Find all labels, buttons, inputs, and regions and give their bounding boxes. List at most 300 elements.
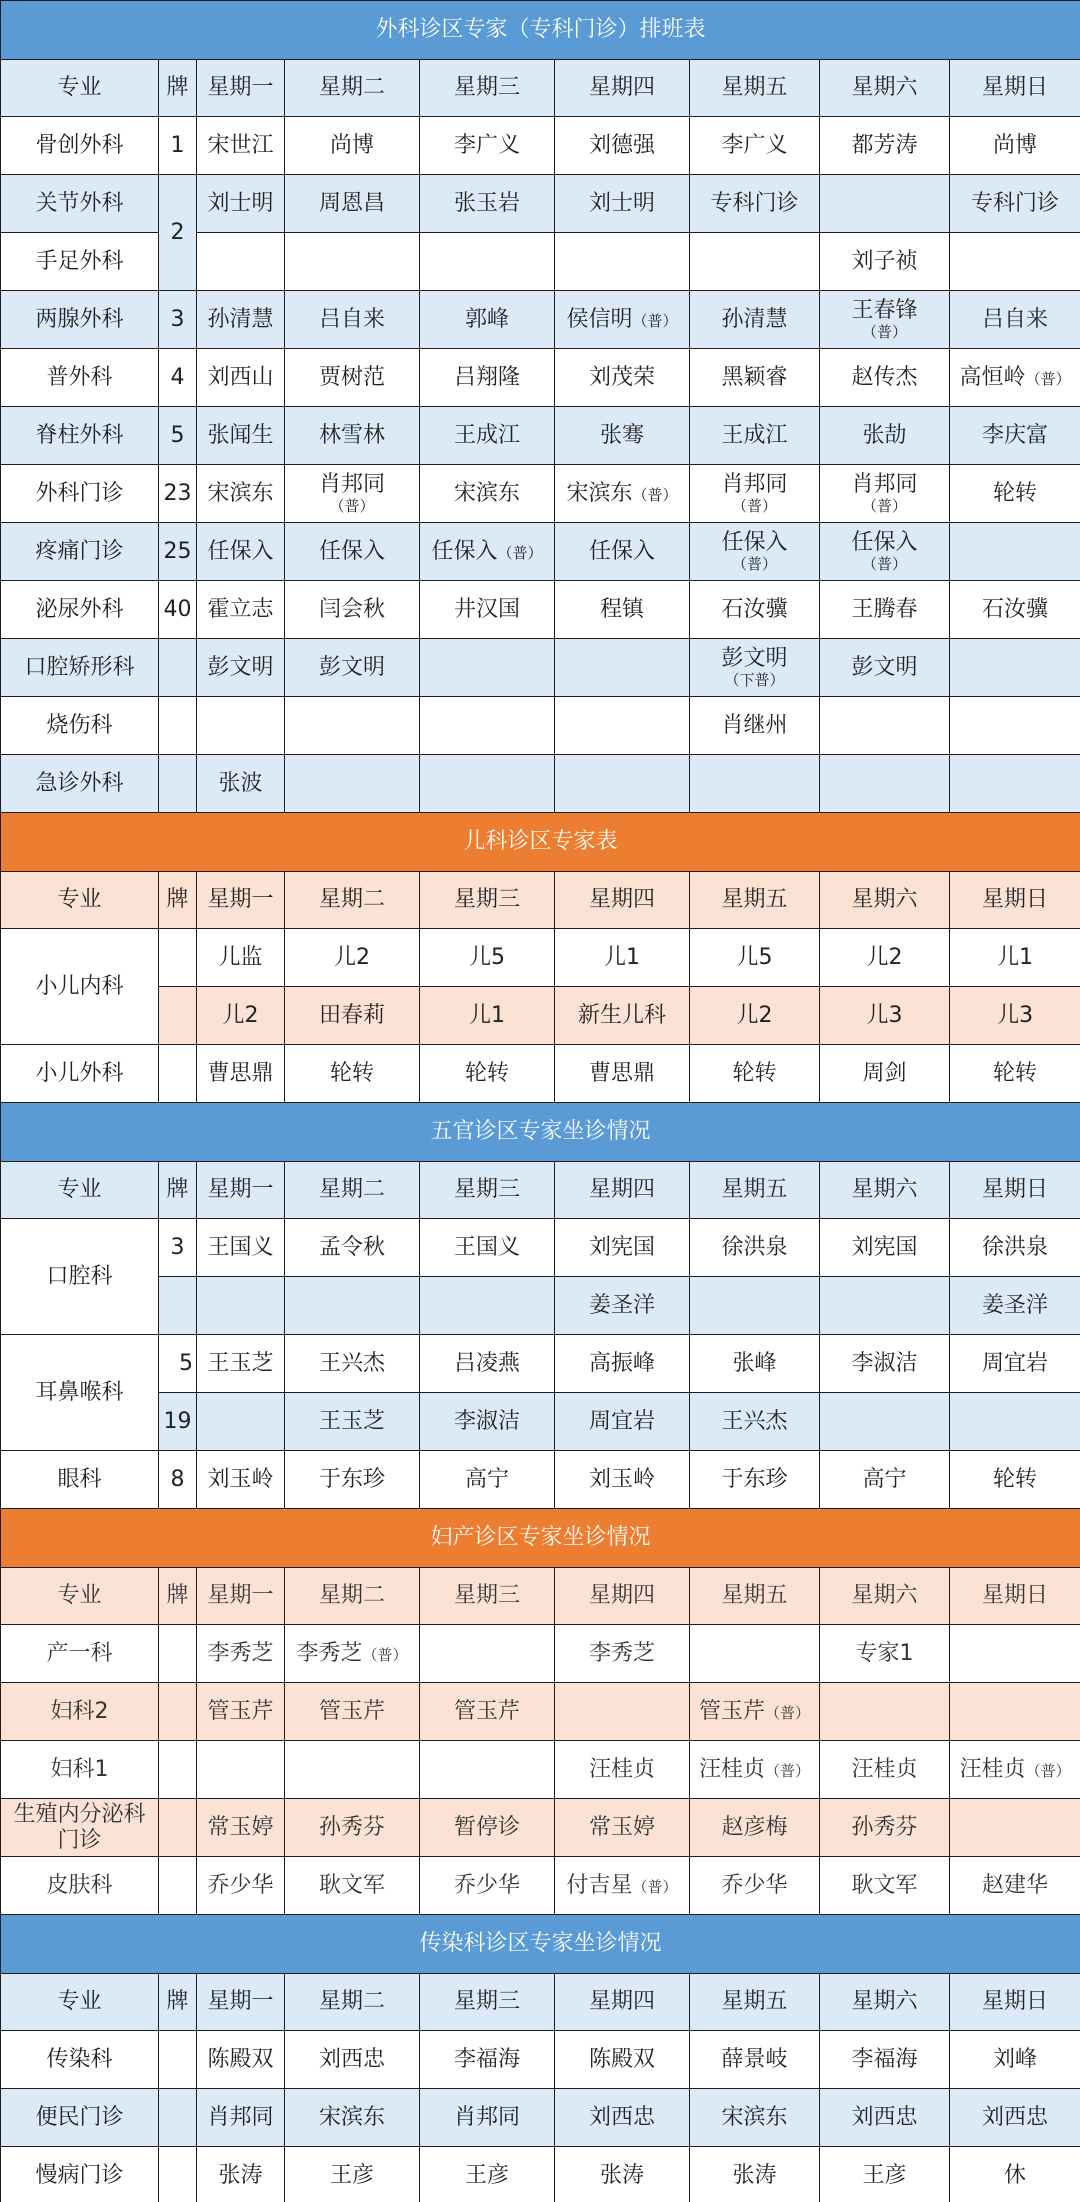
cell: 孙清慧 [197,291,285,349]
pai-cell: 40 [159,581,197,639]
cell: 张劼 [820,407,950,465]
header-cell: 星期一 [197,1974,285,2031]
cell [420,233,555,291]
cell [197,1277,285,1335]
dept-cell: 手足外科 [1,233,159,291]
dept-cell: 关节外科 [1,175,159,233]
cell: 石汝骥 [690,581,820,639]
header-cell: 星期六 [820,1568,950,1625]
cell: 儿1 [555,929,690,987]
header-cell: 牌 [159,60,197,117]
cell [690,1625,820,1683]
cell: 儿3 [820,987,950,1045]
cell [420,755,555,813]
header-cell: 专业 [1,1568,159,1625]
dept-cell: 口腔矫形科 [1,639,159,697]
table-row [1,639,1080,697]
cell: 尚博 [950,117,1080,175]
table-row [1,2089,1080,2147]
cell [820,175,950,233]
cell [950,697,1080,755]
cell [950,233,1080,291]
cell: 任保入 [285,523,420,581]
cell: 曹思鼎 [197,1045,285,1103]
header-cell: 星期六 [820,1162,950,1219]
dept-cell: 口腔科 [1,1219,159,1335]
cell: 都芳涛 [820,117,950,175]
header-cell: 星期一 [197,1162,285,1219]
cell: 任保入 [197,523,285,581]
cell [285,755,420,813]
header-cell: 星期四 [555,60,690,117]
cell: 李福海 [820,2031,950,2089]
pediatrics-header-row [1,872,1080,929]
cell: 彭文明 [197,639,285,697]
header-cell: 星期二 [285,1162,420,1219]
table-row [1,523,1080,581]
cell: 轮转 [950,465,1080,523]
table-row [1,1219,1080,1277]
cell [690,1277,820,1335]
cell: 肖邦同 （普） [285,465,420,523]
pai-cell [159,2031,197,2089]
cell: 李广义 [420,117,555,175]
cell: 王彦 [285,2147,420,2202]
cell [555,755,690,813]
cell: 专家1 [820,1625,950,1683]
dept-cell: 两腺外科 [1,291,159,349]
pai-cell: 19 [159,1393,197,1451]
cell: 张涛 [555,2147,690,2202]
cell [690,755,820,813]
cell: 轮转 [950,1451,1080,1509]
pai-cell: 5 [159,407,197,465]
cell [420,639,555,697]
header-cell: 专业 [1,872,159,929]
cell: 孙清慧 [690,291,820,349]
header-cell: 星期四 [555,872,690,929]
infectious-title-row [1,1915,1080,1974]
cell: 管玉芹 [285,1683,420,1741]
cell: 吕凌燕 [420,1335,555,1393]
cell [820,1683,950,1741]
cell: 刘茂荣 [555,349,690,407]
cell: 宋滨东（普） [555,465,690,523]
cell: 孟令秋 [285,1219,420,1277]
cell: 于东珍 [285,1451,420,1509]
cell: 彭文明 [285,639,420,697]
header-cell: 牌 [159,1568,197,1625]
header-cell: 星期一 [197,872,285,929]
cell: 常玉婷 [197,1799,285,1857]
cell: 宋滨东 [690,2089,820,2147]
cell: 孙秀芬 [285,1799,420,1857]
cell: 宋世江 [197,117,285,175]
dept-cell: 外科门诊 [1,465,159,523]
cell: 任保入 （普） [690,523,820,581]
cell [285,1741,420,1799]
cell: 刘宪国 [820,1219,950,1277]
pai-cell [159,1045,197,1103]
pai-cell: 1 [159,117,197,175]
cell: 王成江 [420,407,555,465]
cell [420,1625,555,1683]
table-row [1,1741,1080,1799]
table-row [1,1277,1080,1335]
cell: 儿监 [197,929,285,987]
table-row [1,1451,1080,1509]
cell: 徐洪泉 [690,1219,820,1277]
cell: 刘宪国 [555,1219,690,1277]
header-cell: 星期五 [690,1568,820,1625]
header-cell: 星期三 [420,1974,555,2031]
cell: 赵彦梅 [690,1799,820,1857]
table-row [1,1393,1080,1451]
cell [820,755,950,813]
cell: 彭文明 （下普） [690,639,820,697]
header-cell: 星期五 [690,872,820,929]
cell: 赵传杰 [820,349,950,407]
cell: 轮转 [420,1045,555,1103]
header-cell: 专业 [1,60,159,117]
cell: 张波 [197,755,285,813]
dept-cell: 皮肤科 [1,1857,159,1915]
cell: 宋滨东 [285,2089,420,2147]
cell: 周宜岩 [950,1335,1080,1393]
header-cell: 星期日 [950,1974,1080,2031]
cell: 儿1 [950,929,1080,987]
header-cell: 专业 [1,1162,159,1219]
dept-cell: 便民门诊 [1,2089,159,2147]
cell: 儿2 [197,987,285,1045]
table-row [1,697,1080,755]
cell: 李淑洁 [820,1335,950,1393]
obgyn-title-row [1,1509,1080,1568]
pediatrics-title: 儿科诊区专家表 [1,813,1080,872]
pai-cell: 8 [159,1451,197,1509]
dept-cell: 泌尿外科 [1,581,159,639]
cell: 王腾春 [820,581,950,639]
header-cell: 星期六 [820,60,950,117]
cell: 李淑洁 [420,1393,555,1451]
cell: 郭峰 [420,291,555,349]
cell: 李秀芝 [197,1625,285,1683]
header-cell: 星期四 [555,1568,690,1625]
cell: 高恒岭（普） [950,349,1080,407]
pai-cell [159,987,197,1045]
cell [420,697,555,755]
obgyn-title: 妇产诊区专家坐诊情况 [1,1509,1080,1568]
header-cell: 星期五 [690,1162,820,1219]
header-cell: 星期日 [950,1568,1080,1625]
cell [555,233,690,291]
cell: 姜圣洋 [950,1277,1080,1335]
header-cell: 星期一 [197,1568,285,1625]
cell [197,697,285,755]
cell: 肖继州 [690,697,820,755]
table-row [1,987,1080,1045]
cell [285,1277,420,1335]
cell: 刘德强 [555,117,690,175]
cell [285,233,420,291]
cell: 王国义 [420,1219,555,1277]
cell: 刘士明 [555,175,690,233]
cell: 王国义 [197,1219,285,1277]
cell: 宋滨东 [197,465,285,523]
cell: 儿3 [950,987,1080,1045]
cell [950,523,1080,581]
header-cell: 专业 [1,1974,159,2031]
cell: 刘士明 [197,175,285,233]
cell: 儿2 [690,987,820,1045]
cell: 徐洪泉 [950,1219,1080,1277]
dept-cell: 普外科 [1,349,159,407]
infectious-header-row [1,1974,1080,2031]
header-cell: 星期五 [690,60,820,117]
pai-cell: 25 [159,523,197,581]
cell: 王彦 [420,2147,555,2202]
cell: 王兴杰 [690,1393,820,1451]
cell: 新生儿科 [555,987,690,1045]
cell: 张峰 [690,1335,820,1393]
header-cell: 星期二 [285,1568,420,1625]
dept-cell: 小儿内科 [1,929,159,1045]
cell: 儿2 [820,929,950,987]
pai-cell [159,1683,197,1741]
header-cell: 星期四 [555,1162,690,1219]
table-row [1,291,1080,349]
cell: 周剑 [820,1045,950,1103]
cell: 张骞 [555,407,690,465]
cell: 张闻生 [197,407,285,465]
cell: 耿文军 [285,1857,420,1915]
cell [555,697,690,755]
cell [197,1393,285,1451]
cell [690,233,820,291]
header-cell: 星期日 [950,1162,1080,1219]
dept-cell: 妇科2 [1,1683,159,1741]
cell: 曹思鼎 [555,1045,690,1103]
cell: 肖邦同 [420,2089,555,2147]
cell: 吕翔隆 [420,349,555,407]
dept-cell: 产一科 [1,1625,159,1683]
pediatrics-title-row [1,813,1080,872]
cell: 王玉芝 [285,1393,420,1451]
table-row [1,1335,1080,1393]
cell: 儿5 [690,929,820,987]
cell [285,697,420,755]
cell [950,755,1080,813]
cell: 常玉婷 [555,1799,690,1857]
cell: 刘西忠 [285,2031,420,2089]
cell: 程镇 [555,581,690,639]
cell: 田春莉 [285,987,420,1045]
cell: 王成江 [690,407,820,465]
cell: 宋滨东 [420,465,555,523]
header-cell: 星期六 [820,1974,950,2031]
ent-title: 五官诊区专家坐诊情况 [1,1103,1080,1162]
cell: 耿文军 [820,1857,950,1915]
pai-cell [159,2089,197,2147]
cell: 吕自来 [285,291,420,349]
cell [197,1741,285,1799]
table-row [1,175,1080,233]
dept-cell: 妇科1 [1,1741,159,1799]
pai-cell: 3 [159,291,197,349]
header-cell: 星期四 [555,1974,690,2031]
cell: 张涛 [197,2147,285,2202]
cell: 周恩昌 [285,175,420,233]
pai-cell: 23 [159,465,197,523]
cell: 肖邦同 （普） [690,465,820,523]
cell: 陈殿双 [197,2031,285,2089]
header-cell: 牌 [159,872,197,929]
cell: 儿1 [420,987,555,1045]
header-cell: 星期二 [285,1974,420,2031]
cell: 李广义 [690,117,820,175]
header-cell: 星期三 [420,872,555,929]
header-cell: 星期二 [285,872,420,929]
table-row [1,2147,1080,2202]
cell [820,1393,950,1451]
dept-cell: 眼科 [1,1451,159,1509]
table-row [1,755,1080,813]
pai-cell [159,1799,197,1857]
cell: 汪桂贞（普） [690,1741,820,1799]
cell: 刘西忠 [555,2089,690,2147]
header-cell: 星期二 [285,60,420,117]
cell: 任保入 [555,523,690,581]
cell: 王玉芝 [197,1335,285,1393]
cell: 肖邦同 [197,2089,285,2147]
cell: 刘西忠 [950,2089,1080,2147]
cell: 刘玉岭 [555,1451,690,1509]
dept-cell: 传染科 [1,2031,159,2089]
dept-cell: 急诊外科 [1,755,159,813]
infectious-title: 传染科诊区专家坐诊情况 [1,1915,1080,1974]
cell [420,1277,555,1335]
cell: 轮转 [285,1045,420,1103]
cell: 管玉芹 [197,1683,285,1741]
pai-cell [159,1625,197,1683]
cell: 轮转 [950,1045,1080,1103]
table-row [1,581,1080,639]
pai-cell [159,1741,197,1799]
dept-cell: 慢病门诊 [1,2147,159,2202]
header-cell: 星期三 [420,1568,555,1625]
cell [950,1799,1080,1857]
header-cell: 星期日 [950,872,1080,929]
table-row [1,1625,1080,1683]
table-row [1,1045,1080,1103]
cell: 儿5 [420,929,555,987]
cell: 尚博 [285,117,420,175]
header-cell: 星期三 [420,1162,555,1219]
cell: 井汉国 [420,581,555,639]
table-row [1,349,1080,407]
cell: 闫会秋 [285,581,420,639]
cell: 高振峰 [555,1335,690,1393]
cell: 乔少华 [420,1857,555,1915]
dept-cell: 疼痛门诊 [1,523,159,581]
dept-cell: 小儿外科 [1,1045,159,1103]
cell: 刘峰 [950,2031,1080,2089]
cell: 贾树范 [285,349,420,407]
cell: 汪桂贞 [555,1741,690,1799]
pai-cell [159,1277,197,1335]
cell: 高宁 [420,1451,555,1509]
cell: 暂停诊 [420,1799,555,1857]
header-cell: 星期三 [420,60,555,117]
cell: 吕自来 [950,291,1080,349]
dept-cell: 烧伤科 [1,697,159,755]
header-cell: 星期一 [197,60,285,117]
pai-cell: 4 [159,349,197,407]
dept-cell: 脊柱外科 [1,407,159,465]
cell: 管玉芹（普） [690,1683,820,1741]
cell: 赵建华 [950,1857,1080,1915]
header-cell: 星期五 [690,1974,820,2031]
cell: 任保入 （普） [820,523,950,581]
cell [950,1625,1080,1683]
cell: 李庆富 [950,407,1080,465]
cell: 高宁 [820,1451,950,1509]
dept-cell: 耳鼻喉科 [1,1335,159,1451]
cell: 李福海 [420,2031,555,2089]
pai-cell: 3 [159,1219,197,1277]
header-cell: 星期六 [820,872,950,929]
table-row [1,2031,1080,2089]
cell: 刘玉岭 [197,1451,285,1509]
table-row [1,1799,1080,1857]
cell [555,1683,690,1741]
table-row [1,117,1080,175]
ent-header-row [1,1162,1080,1219]
header-cell: 牌 [159,1974,197,2031]
table-row [1,929,1080,987]
table-row [1,407,1080,465]
cell: 张涛 [690,2147,820,2202]
cell: 霍立志 [197,581,285,639]
cell: 王兴杰 [285,1335,420,1393]
header-cell: 牌 [159,1162,197,1219]
ent-title-row [1,1103,1080,1162]
dept-cell: 骨创外科 [1,117,159,175]
pai-cell [159,2147,197,2202]
cell: 陈殿双 [555,2031,690,2089]
cell [555,639,690,697]
cell: 侯信明（普） [555,291,690,349]
cell: 李秀芝（普） [285,1625,420,1683]
header-cell: 星期日 [950,60,1080,117]
surgery-header-row [1,60,1080,117]
cell: 彭文明 [820,639,950,697]
table-row [1,1683,1080,1741]
pai-cell [159,639,197,697]
cell: 休 [950,2147,1080,2202]
dept-cell: 生殖内分泌科 门诊 [1,1799,159,1857]
cell: 薛景岐 [690,2031,820,2089]
pai-cell [159,697,197,755]
cell [950,1393,1080,1451]
cell: 付吉星（普） [555,1857,690,1915]
cell: 刘西忠 [820,2089,950,2147]
cell: 姜圣洋 [555,1277,690,1335]
cell [820,697,950,755]
cell: 轮转 [690,1045,820,1103]
cell: 刘西山 [197,349,285,407]
cell: 李秀芝 [555,1625,690,1683]
